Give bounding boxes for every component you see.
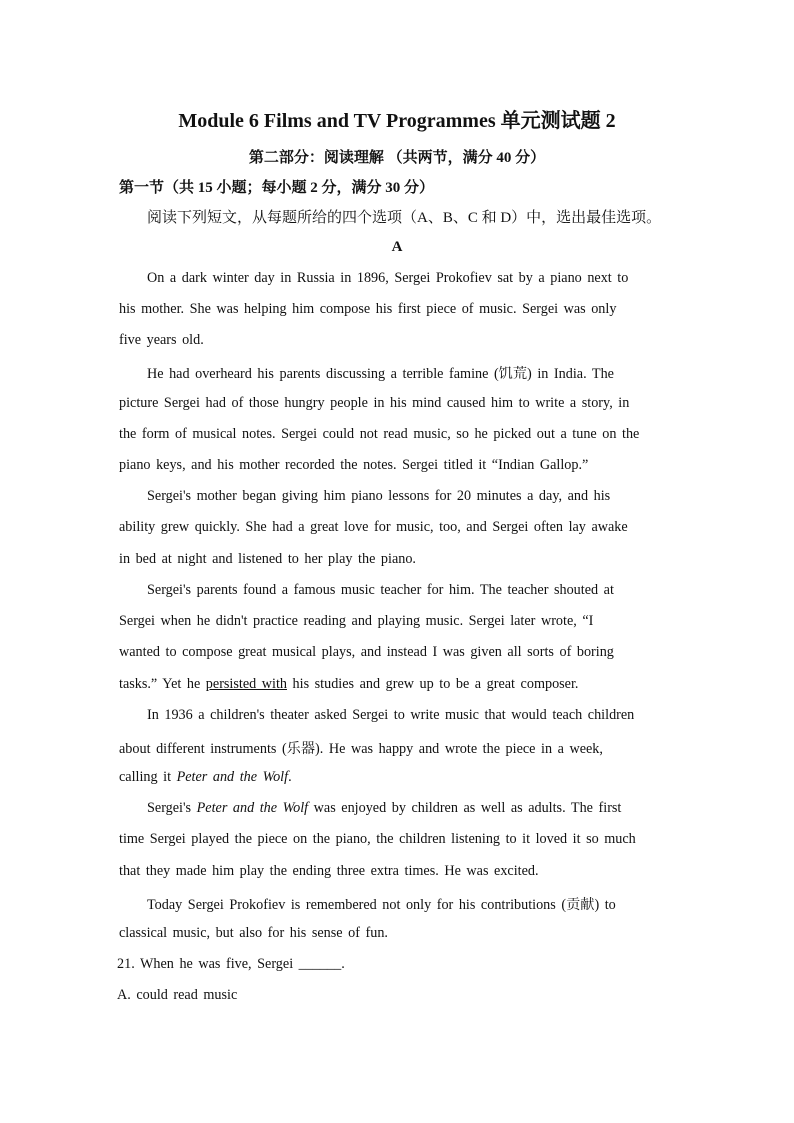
passage-line — [119, 769, 292, 786]
passage-line: five years old. — [119, 332, 204, 348]
passage-label: A — [391, 239, 403, 255]
passage-line: Sergei's mother began giving him piano lessons for 20 minutes a day, and his — [147, 488, 611, 504]
passage-text: . — [288, 769, 292, 785]
passage-line: Sergei when he didn't practice reading and playing music. Sergei later wrote, “I — [119, 613, 594, 629]
passage-text: was enjoyed by children as well as adults. The first — [308, 800, 622, 816]
passage-line: Sergei's parents found a famous music teacher for him. The teacher shouted at — [147, 582, 614, 598]
question-stem: 21. When he was five, Sergei ______. — [117, 956, 345, 972]
passage-line: the form of musical notes. Sergei could not read music, so he picked out a tune on the — [119, 426, 640, 442]
passage-line: wanted to compose great musical plays, and instead I was given all sorts of boring — [119, 644, 614, 660]
italic-title: Peter and the Wolf — [176, 769, 289, 785]
passage-line: his mother. She was helping him compose his first piece of music. Sergei was only — [119, 301, 617, 317]
italic-title: Peter and the Wolf — [196, 800, 309, 816]
section-heading: 第一节（共 15 小题；每小题 2 分，满分 30 分） — [119, 180, 435, 196]
part-heading: 第二部分：阅读理解 （共两节，满分 40 分） — [248, 150, 546, 166]
passage-line — [147, 800, 621, 817]
page-title: Module 6 Films and TV Programmes 单元测试题 2 — [178, 110, 616, 132]
passage-line: about different instruments (乐器). He was happy and wrote the piece in a week, — [119, 741, 603, 757]
passage-line: that they made him play the ending three extra times. He was excited. — [119, 863, 539, 879]
option-a: A. could read music — [117, 987, 238, 1003]
instruction-text: 阅读下列短文，从每题所给的四个选项（A、B、C 和 D）中，选出最佳选项。 — [147, 210, 662, 226]
underlined-phrase: persisted with — [205, 676, 287, 692]
passage-text: Sergei's — [147, 800, 197, 816]
passage-line: classical music, but also for his sense of fun. — [119, 925, 388, 941]
passage-line: In 1936 a children's theater asked Sergei to write music that would teach children — [147, 707, 635, 723]
passage-line — [119, 676, 578, 693]
passage-line: ability grew quickly. She had a great love for music, too, and Sergei often lay awake — [119, 519, 628, 535]
passage-line: He had overheard his parents discussing a terrible famine (饥荒) in India. The — [147, 366, 614, 382]
passage-line: picture Sergei had of those hungry people in his mind caused him to write a story, in — [119, 395, 630, 411]
passage-line: Today Sergei Prokofiev is remembered not only for his contributions (贡献) to — [147, 897, 616, 913]
passage-text: calling it — [119, 769, 177, 785]
passage-line: time Sergei played the piece on the piano, the children listening to it loved it so much — [119, 831, 636, 847]
passage-text: his studies and grew up to be a great composer. — [287, 676, 579, 692]
passage-line: piano keys, and his mother recorded the notes. Sergei titled it “Indian Gallop.” — [119, 457, 589, 473]
passage-line: On a dark winter day in Russia in 1896, Sergei Prokofiev sat by a piano next to — [147, 270, 629, 286]
passage-text: tasks.” Yet he — [119, 676, 206, 692]
passage-line: in bed at night and listened to her play the piano. — [119, 551, 416, 567]
